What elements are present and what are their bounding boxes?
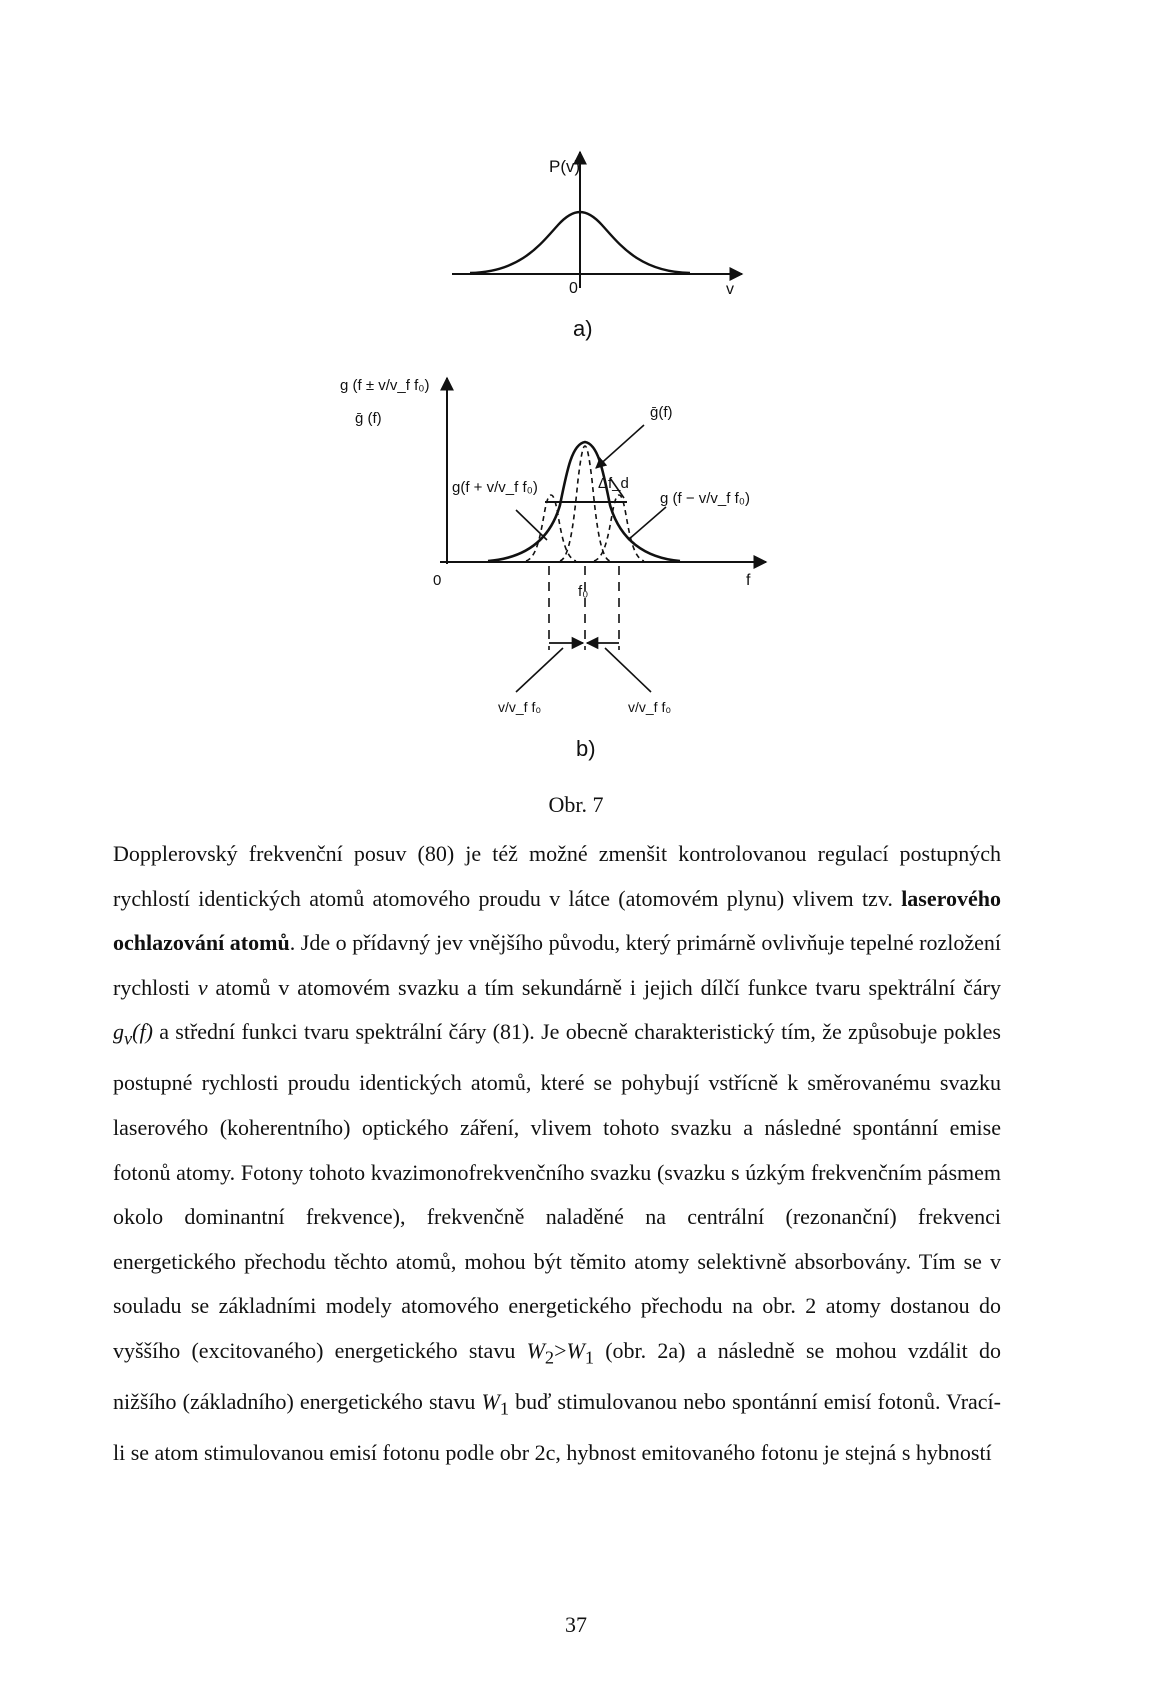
pointer-shift-right xyxy=(605,648,651,692)
paragraph xyxy=(113,832,1001,1475)
label-f0: f₀ xyxy=(578,583,589,600)
text-run: buď stimulovanou nebo spontánní emisí fotonů. Vrací-li se atom stimulovanou emisí fotonu podle obr 2c, hybnost emitovaného fotonu je stejná s hybností xyxy=(113,1388,1001,1465)
text-run: . Jde o přídavný jev vnějšího původu, který primárně ovlivňuje tepelné rozložení rychlosti xyxy=(113,930,1001,1000)
gt-sign: > xyxy=(554,1337,567,1363)
panel-b xyxy=(340,377,766,761)
panel-b-label: b) xyxy=(576,736,596,761)
text-run: a střední funkci tvaru spektrální čáry (81). Je obecně charakteristický tím, že způsobuje pokles postupné rychlosti proudu identických atomů, které se pohybují vstřícně k směrovanému svazku laserového (koherentního) optického záření, vlivem tohoto svazku a následné spontánní emise fotonů atomy. Fotony tohoto kvazimonofrekvenčního svazku (svazku s úzkým frekvenčním pásmem okolo dominantní frekvence), frekvenčně naladěné na centrální (rezonanční) frekvenci energetického přechodu těchto atomů, mohou být těmito atomy selektivně absorbovány. Tím se v souladu se základními modely atomového energetického přechodu na obr. 2 atomy dostanou do vyššího (excitovaného) energetického stavu xyxy=(113,1019,1001,1363)
panel-a-label: a) xyxy=(573,316,593,341)
var-g: g xyxy=(113,1019,124,1045)
pointer-gbar xyxy=(596,425,644,468)
figure-caption: Obr. 7 xyxy=(548,792,604,817)
var-w1: W xyxy=(566,1337,585,1363)
var-g-arg: (f) xyxy=(132,1019,153,1045)
panel-b-x-label: f xyxy=(746,572,751,589)
panel-a-y-label: P(v) xyxy=(549,157,581,176)
bold-term: laserového ochlazování atomů xyxy=(113,885,1001,956)
var-w1-sub: 1 xyxy=(584,1347,594,1368)
label-delta-fd: Δf_d xyxy=(598,475,629,492)
label-g-minus: g (f − v/v_f f₀) xyxy=(660,490,750,507)
figure-obr-7 xyxy=(0,0,1152,780)
panel-b-y-label-2: ḡ (f) xyxy=(355,410,382,427)
body-text xyxy=(113,832,1001,1475)
var-w2: W xyxy=(526,1337,545,1363)
text-run: (obr. 2a) a následně se mohou vzdálit do nižšího (základního) energetického stavu xyxy=(113,1337,1001,1414)
panel-a xyxy=(452,152,742,341)
pointer-g-minus xyxy=(628,507,666,540)
var-w1b: W xyxy=(481,1388,500,1414)
var-g-sub: v xyxy=(124,1028,133,1049)
label-gbar: ḡ(f) xyxy=(650,404,673,421)
panel-a-origin: 0 xyxy=(569,280,578,297)
text-run: atomů v atomovém svazku a tím sekundárně i jejich dílčí funkce tvaru spektrální čáry xyxy=(207,974,1001,1000)
page-number: 37 xyxy=(565,1612,587,1637)
label-shift-left: v/v_f f₀ xyxy=(498,699,542,715)
text-run: Dopplerovský frekvenční posuv (80) je též možné zmenšit kontrolovanou regulací postupných rychlostí identických atomů atomového proudu v látce (atomovém plynu) vlivem tzv. xyxy=(113,841,1001,911)
label-shift-right: v/v_f f₀ xyxy=(628,699,672,715)
panel-b-origin: 0 xyxy=(433,572,442,589)
panel-a-x-label: v xyxy=(726,281,734,298)
var-w2-sub: 2 xyxy=(544,1347,555,1368)
var-v: v xyxy=(197,974,208,1000)
pointer-g-plus xyxy=(516,510,547,540)
pointer-shift-left xyxy=(516,648,563,692)
label-g-plus: g(f + v/v_f f₀) xyxy=(452,479,538,496)
panel-b-y-label-1: g (f ± v/v_f f₀) xyxy=(340,377,430,394)
var-w1b-sub: 1 xyxy=(499,1398,509,1419)
